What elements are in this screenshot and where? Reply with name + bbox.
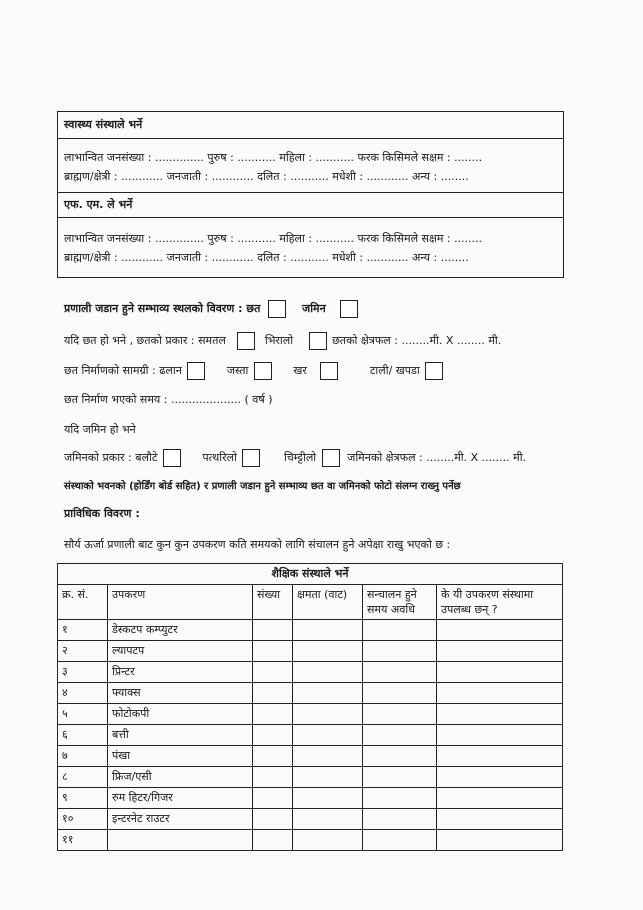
blank-cell[interactable] — [437, 746, 563, 767]
equipment-name: रुम हिटर/गिजर — [108, 788, 253, 809]
blank-cell[interactable] — [253, 641, 293, 662]
blank-cell[interactable] — [437, 641, 563, 662]
photo-note: संस्थाको भवनको (होर्डिंग बोर्ड सहित) र प्रणाली जडान हुने सम्भाव्य छत वा जमिनको फोटो संलग्न राख्नु पर्नेछ — [64, 481, 461, 492]
row-number: १० — [58, 809, 108, 830]
header-equipment: उपकरण — [108, 585, 253, 620]
roof-material-line: छत निर्माणको सामग्री : ढलान जस्ता खर टाली/ खपडा — [64, 362, 443, 380]
roof-checkbox[interactable] — [268, 300, 286, 318]
tile-checkbox[interactable] — [425, 362, 443, 380]
blank-cell[interactable] — [253, 830, 293, 851]
blank-cell[interactable] — [253, 704, 293, 725]
fm-line-2: ब्राह्मण/क्षेत्री : ............ जनजाती : ............ दलित : ........... मधेशी : ............ अन्य : ........ — [64, 251, 469, 264]
equipment-name: फोटोकपी — [108, 704, 253, 725]
blank-cell[interactable] — [253, 746, 293, 767]
thatch-checkbox[interactable] — [320, 362, 338, 380]
land-type-line: जमिनको प्रकार : बलौटे पत्थरिलो चिम्ट्टीलो जमिनको क्षेत्रफल : ........मी. X ........ मी. — [64, 449, 526, 467]
blank-cell[interactable] — [293, 704, 363, 725]
blank-cell[interactable] — [293, 641, 363, 662]
roof-area: छतको क्षेत्रफल : ........मी. X ........ मी. — [332, 334, 502, 347]
row-number: ८ — [58, 767, 108, 788]
blank-cell[interactable] — [437, 809, 563, 830]
blank-cell[interactable] — [363, 767, 437, 788]
blank-cell[interactable] — [363, 788, 437, 809]
roof-built-time: छत निर्माण भएको समय : .................... ( वर्ष ) — [64, 393, 273, 406]
tech-text: सौर्य ऊर्जा प्रणाली बाट कुन कुन उपकरण कति समयको लागि संचालन हुने अपेक्षा राखु भएको छ : — [64, 538, 451, 551]
tin-checkbox[interactable] — [254, 362, 272, 380]
site-title: प्रणाली जडान हुने सम्भाव्य स्थलको विवरण : छत जमिन — [64, 300, 358, 318]
header-count: संख्या — [253, 585, 293, 620]
table-row — [58, 620, 563, 641]
equipment-name: फ्रिज/एसी — [108, 767, 253, 788]
table-row — [58, 746, 563, 767]
blank-cell[interactable] — [363, 746, 437, 767]
blank-cell[interactable] — [437, 788, 563, 809]
blank-cell[interactable] — [293, 683, 363, 704]
header-duration: सन्चालन हुने समय अवधि — [363, 585, 437, 620]
fm-heading: एफ. एम. ले भर्ने — [64, 198, 133, 211]
table-row — [58, 830, 563, 851]
blank-cell[interactable] — [293, 830, 363, 851]
blank-cell[interactable] — [437, 620, 563, 641]
blank-cell[interactable] — [253, 725, 293, 746]
beneficiary-section — [57, 111, 564, 278]
table-row — [58, 767, 563, 788]
blank-cell[interactable] — [293, 767, 363, 788]
blank-cell[interactable] — [293, 746, 363, 767]
blank-cell[interactable] — [293, 620, 363, 641]
table-row — [58, 809, 563, 830]
equipment-name: बत्ती — [108, 725, 253, 746]
blank-cell[interactable] — [363, 725, 437, 746]
blank-cell[interactable] — [363, 641, 437, 662]
table-caption: शैक्षिक संस्थाले भर्ने — [58, 564, 563, 585]
blank-cell[interactable] — [253, 788, 293, 809]
row-number: ११ — [58, 830, 108, 851]
row-number: १ — [58, 620, 108, 641]
blank-cell[interactable] — [437, 725, 563, 746]
blank-cell[interactable] — [253, 662, 293, 683]
health-line-2: ब्राह्मण/क्षेत्री : ............ जनजाती : ............ दलित : ........... मधेशी : ............ अन्य : ........ — [64, 170, 469, 183]
table-row — [58, 725, 563, 746]
sloped-roof-checkbox[interactable] — [309, 332, 327, 350]
table-row — [58, 683, 563, 704]
rocky-checkbox[interactable] — [242, 449, 260, 467]
blank-cell[interactable] — [437, 767, 563, 788]
fm-line-1: लाभान्वित जनसंख्या : .............. पुरुष : ........... महिला : ........... फरक किसिमले सक्षम : ........ — [64, 232, 483, 245]
sandy-checkbox[interactable] — [163, 449, 181, 467]
row-number: ६ — [58, 725, 108, 746]
equipment-name — [108, 830, 253, 851]
concrete-checkbox[interactable] — [187, 362, 205, 380]
blank-cell[interactable] — [363, 704, 437, 725]
blank-cell[interactable] — [437, 704, 563, 725]
equipment-name: डेस्कटप कम्प्युटर — [108, 620, 253, 641]
equipment-name: पंखा — [108, 746, 253, 767]
blank-cell[interactable] — [253, 809, 293, 830]
table-row — [58, 704, 563, 725]
equipment-table — [57, 563, 563, 851]
tech-heading: प्राविधिक विवरण : — [64, 507, 140, 520]
row-number: ९ — [58, 788, 108, 809]
blank-cell[interactable] — [363, 662, 437, 683]
blank-cell[interactable] — [437, 662, 563, 683]
blank-cell[interactable] — [253, 767, 293, 788]
equipment-name: ल्यापटप — [108, 641, 253, 662]
blank-cell[interactable] — [437, 830, 563, 851]
row-number: ५ — [58, 704, 108, 725]
clay-checkbox[interactable] — [322, 449, 340, 467]
blank-cell[interactable] — [363, 683, 437, 704]
table-row — [58, 641, 563, 662]
blank-cell[interactable] — [253, 683, 293, 704]
blank-cell[interactable] — [293, 662, 363, 683]
equipment-name: प्रिन्टर — [108, 662, 253, 683]
equipment-name: इन्टरनेट राउटर — [108, 809, 253, 830]
blank-cell[interactable] — [363, 620, 437, 641]
blank-cell[interactable] — [253, 620, 293, 641]
row-number: ७ — [58, 746, 108, 767]
blank-cell[interactable] — [437, 683, 563, 704]
row-number: ४ — [58, 683, 108, 704]
land-checkbox[interactable] — [340, 300, 358, 318]
blank-cell[interactable] — [293, 725, 363, 746]
header-available: के यी उपकरण संस्थामा उपलब्ध छन् ? — [437, 585, 563, 620]
blank-cell[interactable] — [363, 809, 437, 830]
blank-cell[interactable] — [293, 809, 363, 830]
if-land-label: यदि जमिन हो भने — [64, 423, 136, 436]
land-area: जमिनको क्षेत्रफल : ........मी. X ........ मी. — [347, 451, 527, 464]
row-number: ३ — [58, 662, 108, 683]
header-sn: क्र. सं. — [58, 585, 108, 620]
health-line-1: लाभान्वित जनसंख्या : .............. पुरुष : ........... महिला : ........... फरक किसिमले सक्षम : ........ — [64, 151, 483, 164]
flat-roof-checkbox[interactable] — [237, 332, 255, 350]
row-number: २ — [58, 641, 108, 662]
header-capacity: क्षमता (वाट) — [293, 585, 363, 620]
equipment-name: फ्याक्स — [108, 683, 253, 704]
blank-cell[interactable] — [293, 788, 363, 809]
health-heading: स्वास्थ्य संस्थाले भर्ने — [64, 118, 143, 131]
roof-type-line: यदि छत हो भने , छतको प्रकार : समतल भिरालो छतको क्षेत्रफल : ........मी. X ........ मी. — [64, 332, 501, 350]
blank-cell[interactable] — [363, 830, 437, 851]
table-row — [58, 662, 563, 683]
table-row — [58, 788, 563, 809]
